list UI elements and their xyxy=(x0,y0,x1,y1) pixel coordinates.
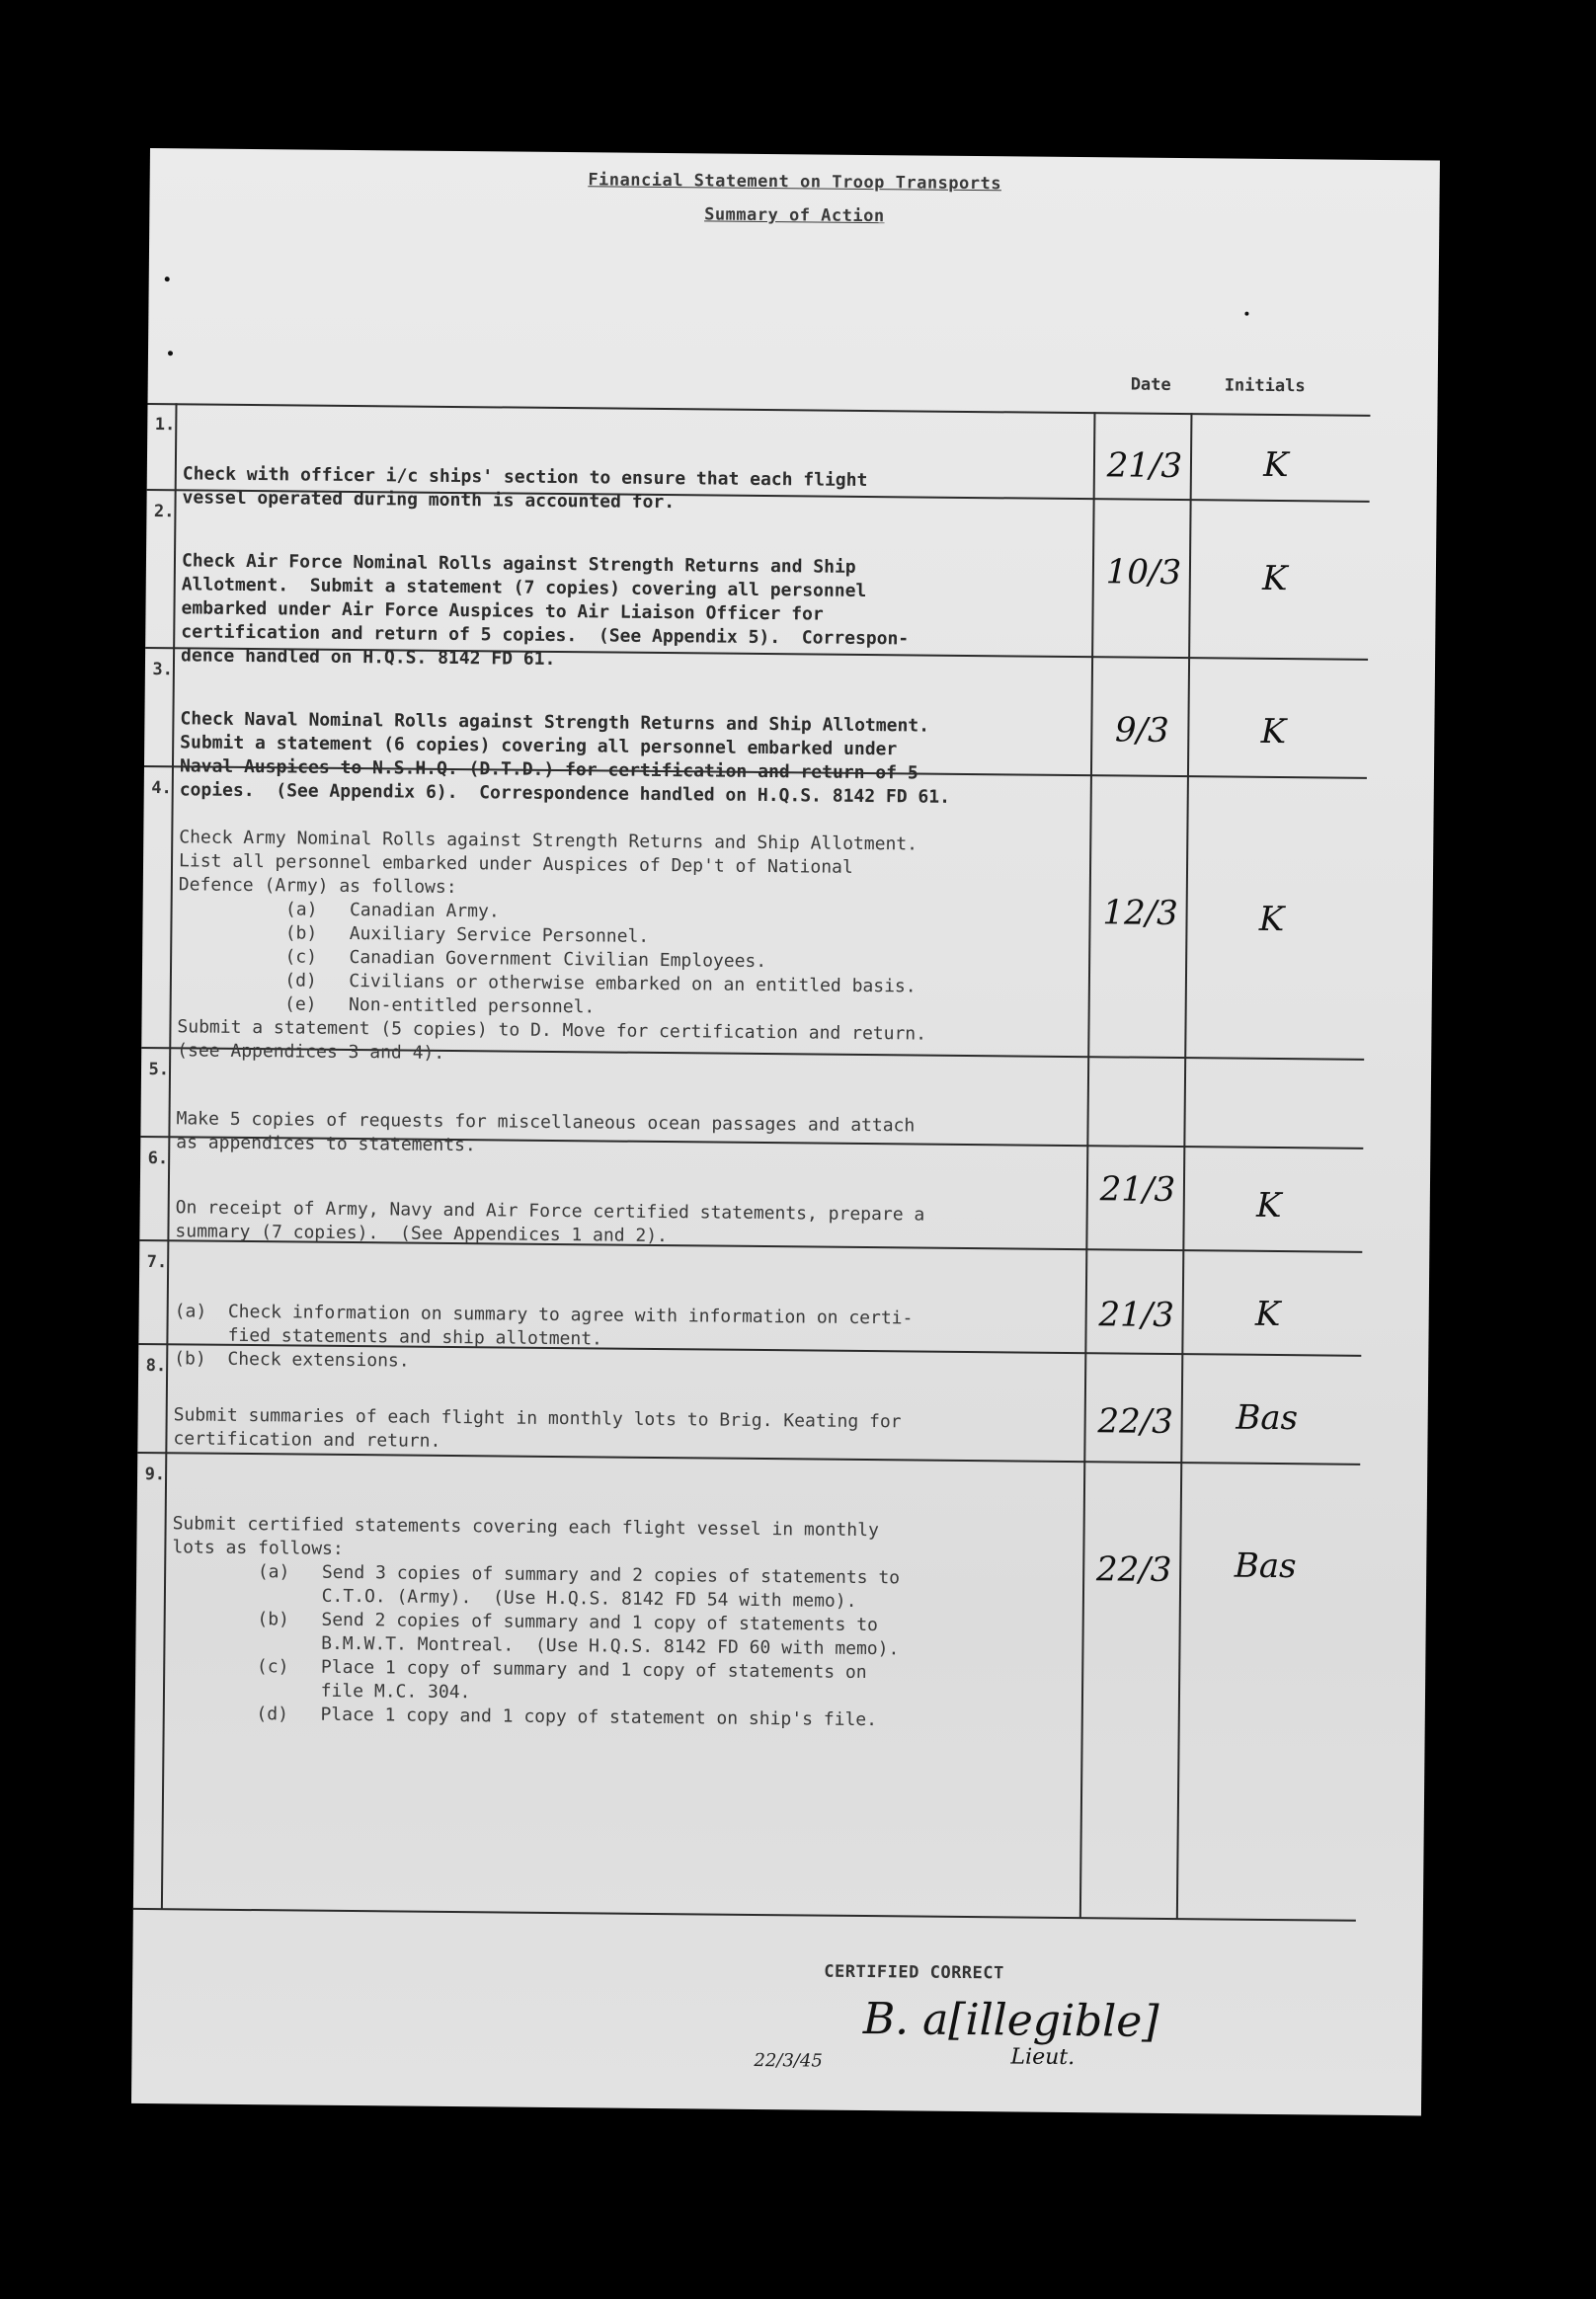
speck-mark xyxy=(165,277,170,281)
row-date: 10/3 xyxy=(1105,552,1182,594)
row-initials: Bas xyxy=(1234,1546,1297,1587)
row-number: 6. xyxy=(147,1149,169,1169)
row-text: Check Army Nominal Rolls against Strength Returns and Ship Allotment. List all personnel embarked under Auspices of Dep't of National Defence (Army) as follows: (a) Canadian Army. (b) Auxiliary Service Personnel. (c) Canadian Government Civilian Employees. (d) Civilians or otherwise embarked on an entitled basis. (e) Non-entitled personnel. Submit a statement (5 copies) to D. Move for certification and return. (see Appendices 3 and 4). xyxy=(177,827,927,1064)
document-title: Financial Statement on Troop Transports xyxy=(588,170,1002,195)
row-number: 9. xyxy=(144,1465,166,1485)
speck-mark xyxy=(168,351,173,356)
row-initials: K xyxy=(1258,899,1285,940)
row-initials: Bas xyxy=(1236,1397,1299,1439)
row-date: 12/3 xyxy=(1102,893,1178,934)
row-number: 5. xyxy=(148,1060,170,1080)
row-initials: K xyxy=(1254,1294,1281,1335)
speck-mark xyxy=(1244,312,1248,316)
row-text: Submit certified statements covering each flight vessel in monthly lots as follows: (a) Send 3 copies of summary and 2 copies of statements to C.T.O. (Army). (Use H.Q.S. 8142 FD 54 with memo). (b) Send 2 copies of summary and 1 copy of statements to B.M.W.T. Montreal. (Use H.Q.S. 8142 FD 60 with memo). (c) Place 1 copy of summary and 1 copy of statements on file M.C. 304. (d) Place 1 copy and 1 copy of statement on ship's file. xyxy=(170,1513,901,1731)
row-text: On receipt of Army, Navy and Air Force certified statements, prepare a summary (7 copies). (See Appendices 1 and 2). xyxy=(175,1197,925,1247)
row-date: 21/3 xyxy=(1099,1169,1176,1211)
row-date: 21/3 xyxy=(1106,445,1183,487)
row-date: 22/3 xyxy=(1095,1549,1172,1590)
column-header-initials: Initials xyxy=(1224,375,1306,397)
signature-rank: Lieut. xyxy=(1010,2044,1076,2071)
row-number: 7. xyxy=(146,1252,168,1273)
document-subtitle: Summary of Action xyxy=(704,204,885,227)
row-date: 21/3 xyxy=(1098,1295,1175,1336)
row-number: 2. xyxy=(153,502,175,522)
row-date: 22/3 xyxy=(1097,1401,1174,1443)
row-text: Submit summaries of each flight in monthly lots to Brig. Keating for certification and return. xyxy=(173,1404,902,1452)
row-text: (a) Check information on summary to agree with information on certi- fied statements and ship allotment. (b) Check extensions. xyxy=(174,1301,914,1372)
column-header-date: Date xyxy=(1130,374,1171,395)
row-initials: K xyxy=(1261,558,1288,599)
document-page xyxy=(131,148,1440,2115)
row-text: Make 5 copies of requests for miscellaneous ocean passages and attach as appendices to statements. xyxy=(176,1108,916,1156)
certification-label: CERTIFIED CORRECT xyxy=(824,1961,1004,1984)
column-divider-initials xyxy=(1176,413,1193,1919)
row-text: Check Naval Nominal Rolls against Strength Returns and Ship Allotment. Submit a statement (6 copies) covering all personnel embarked under Naval Auspices to N.S.H.Q. (D.T.D.) for certification and return of 5 copies. (See Appendix 6). Correspondence handled on H.Q.S. 8142 FD 61. xyxy=(179,708,951,808)
row-number: 1. xyxy=(154,415,176,436)
row-number: 4. xyxy=(151,778,172,799)
row-initials: K xyxy=(1260,711,1287,753)
row-initials: K xyxy=(1263,444,1289,486)
row-number: 8. xyxy=(145,1356,167,1377)
row-number: 3. xyxy=(152,660,174,680)
row-date: 9/3 xyxy=(1114,710,1169,751)
row-initials: K xyxy=(1255,1185,1282,1227)
row-divider xyxy=(133,1908,1356,1922)
row-text: Check Air Force Nominal Rolls against Strength Returns and Ship Allotment. Submit a statement (7 copies) covering all personnel embarked under Air Force Auspices to Air Liaison Officer for certification and return of 5 copies. (See Appendix 5). Correspon- dence handled on H.Q.S. 8142 FD 61. xyxy=(180,550,910,670)
row-divider xyxy=(148,403,1371,417)
handwritten-date-note: 22/3/45 xyxy=(754,2049,823,2072)
row-text: Check with officer i/c ships' section to ensure that each flight vessel operated during month is accounted for. xyxy=(182,463,868,514)
signature: B. a[illegible] xyxy=(862,1994,1159,2047)
